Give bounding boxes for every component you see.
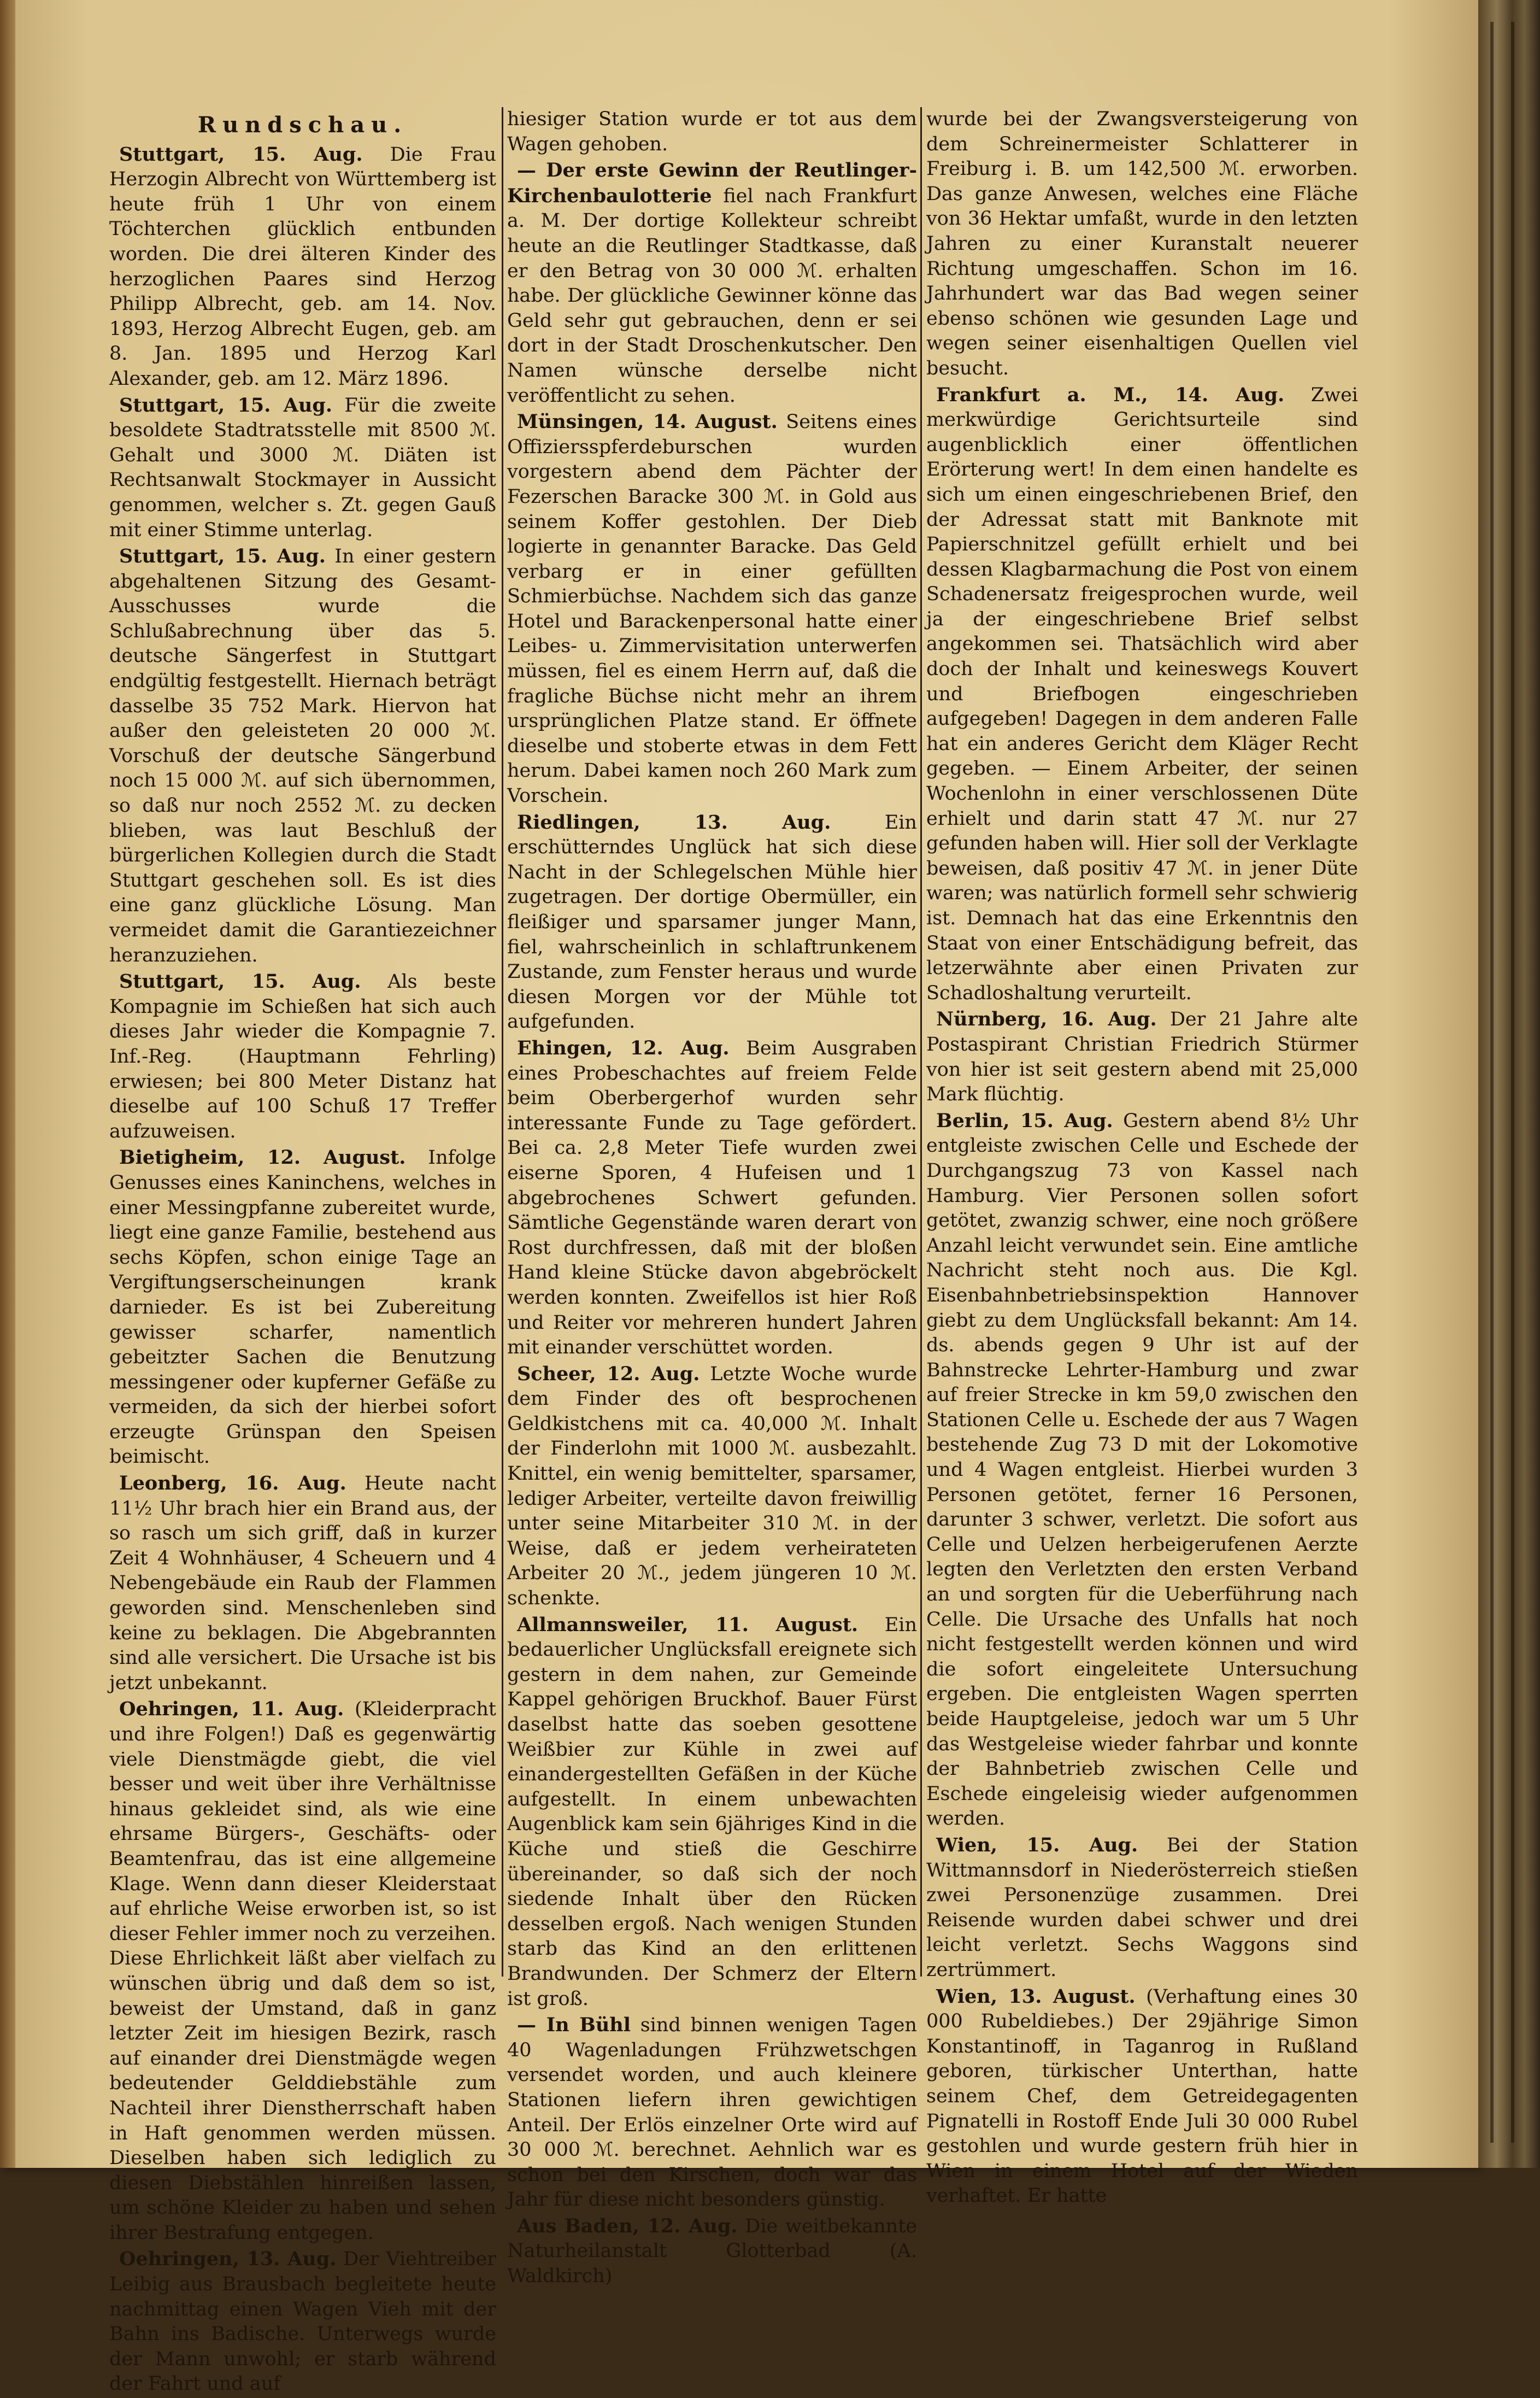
article-dateline: Riedlingen, 13. Aug. <box>517 811 831 834</box>
article-dateline: Münsingen, 14. August. <box>517 411 778 433</box>
article <box>109 2247 496 2397</box>
article-dateline: Leonberg, 16. Aug. <box>119 1472 346 1495</box>
article-dateline: Oehringen, 11. Aug. <box>119 1698 344 1721</box>
article-dateline: — In Bühl <box>517 2014 631 2037</box>
article-text: sind binnen wenigen Tagen 40 Wagenladungen Frühzwetschgen versendet worden, und auch kleinere Stationen liefern ihren gewichtigen Anteil. Der Erlös einzelner Orte wird auf 30 000 ℳ. berechnet. Aehnlich war es schon bei den Kirschen, doch war das Jahr für diese nicht besonders günstig. <box>507 2014 917 2211</box>
article-text: Heute nacht 11½ Uhr brach hier ein Brand aus, der so rasch um sich griff, daß in kurzer Zeit 4 Wohnhäuser, 4 Scheuern und 4 Nebengebäude ein Raub der Flammen geworden sind. Menschenleben sind keine zu beklagen. Die Abgebrannten sind alle versichert. Die Ursache ist bis jetzt unbekannt. <box>109 1473 496 1694</box>
article-dateline: Stuttgart, 15. Aug. <box>119 970 361 993</box>
article <box>507 810 917 1035</box>
article-dateline: Allmannsweiler, 11. August. <box>517 1613 859 1636</box>
article-dateline: Aus Baden, 12. Aug. <box>517 2214 738 2237</box>
article-dateline: Wien, 13. August. <box>936 1985 1136 2008</box>
article-text: Die Frau Herzogin Albrecht von Württemberg ist heute früh 1 Uhr von einem Töchterchen glücklich entbunden worden. Die drei älteren Kinder des herzoglichen Paares sind Herzog Philipp Albrecht, geb. am 14. Nov. 1893, Herzog Albrecht Eugen, geb. am 8. Jan. 1895 und Herzog Karl Alexander, geb. am 12. März 1896. <box>109 143 496 390</box>
article-dateline: Stuttgart, 15. Aug. <box>119 394 333 417</box>
article <box>926 107 1358 382</box>
article-text: Für die zweite besoldete Stadtratsstelle mit 8500 ℳ. Gehalt und 3000 ℳ. Diäten ist Rechtsanwalt Stockmayer in Aussicht genommen, welcher s. Zt. gegen Gauß mit einer Stimme unterlag. <box>109 394 496 541</box>
article <box>926 1007 1358 1107</box>
article <box>507 1613 917 2012</box>
article-dateline: — Der erste Gewinn der Reutlinger-Kirchenbaulotterie <box>507 159 917 207</box>
article <box>109 544 496 968</box>
article-text: Ein erschütterndes Unglück hat sich diese Nacht in der Schlegelschen Mühle hier zugetragen. Der dortige Obermüller, ein fleißiger und sparsamer junger Mann, fiel, wahrscheinlich in schlaftrunkenem Zustande, zum Fenster heraus und wurde diesen Morgen vor der Mühle tot aufgefunden. <box>507 811 917 1033</box>
article-text: Als beste Kompagnie im Schießen hat sich auch dieses Jahr wieder die Kompagnie 7. Inf.-Reg. (Hauptmann Fehrling) erwiesen; bei 800 Meter Distanz hat dieselbe auf 100 Schuß 17 Treffer aufzuweisen. <box>109 971 496 1142</box>
article-text: Letzte Woche wurde dem Finder des oft besprochenen Geldkistchens mit ca. 40,000 ℳ. Inhalt der Finderlohn mit 1000 ℳ. ausbezahlt. Knittel, ein wenig bemittelter, sparsamer, lediger Arbeiter, verteilte davon freiwillig unter seine Mitarbeiter 310 ℳ. in der Weise, daß er jedem verheirateten Arbeiter 20 ℳ., jedem jüngeren 10 ℳ. schenkte. <box>507 1363 917 1610</box>
article-dateline: Berlin, 15. Aug. <box>936 1109 1113 1132</box>
article-text: Infolge Genusses eines Kaninchens, welches in einer Messingpfanne zubereitet wurde, liegt eine ganze Familie, bestehend aus sechs Köpfen, schon einige Tage an Vergiftungserscheinungen krank darnieder. Es ist bei Zubereitung gewisser scharfer, namentlich gebeitzter Sachen die Benutzung messingener oder kupferner Gefäße zu vermeiden, da sich der hierbei sofort erzeugte Grünspan den Speisen beimischt. <box>109 1147 496 1468</box>
article <box>507 2214 917 2289</box>
article <box>109 393 496 543</box>
book-edge-line <box>1511 22 1514 2143</box>
article <box>507 2013 917 2213</box>
article-dateline: Stuttgart, 15. Aug. <box>119 143 363 166</box>
column-1 <box>109 109 496 2398</box>
column-2 <box>507 107 917 2290</box>
article-text: Seitens eines Offiziersspferdeburschen wurden vorgestern abend dem Pächter der Fezerschen Baracke 300 ℳ. in Gold aus seinem Koffer gestohlen. Der Dieb logierte in genannter Baracke. Das Geld verbarg er in einer gefüllten Schmierbüchse. Nachdem sich das ganze Hotel und Barackenpersonal hatte einer Leibes- u. Zimmervisitation unterwerfen müssen, fiel es einem Herrn auf, daß die fragliche Büchse nicht mehr an ihrem ursprünglichen Platze stand. Er öffnete dieselbe und stoberte etwas in dem Fett herum. Dabei kamen noch 260 Mark zum Vorschein. <box>507 411 917 807</box>
article-text: Gestern abend 8½ Uhr entgleiste zwischen Celle und Eschede der Durchgangszug 73 von Kassel nach Hamburg. Vier Personen sollen sofort getötet, zwanzig schwer, eine noch größere Anzahl leicht verwundet sein. Eine amtliche Nachricht steht noch aus. Die Kgl. Eisenbahnbetriebsinspektion Hannover giebt zu dem Unglücksfall bekannt: Am 14. ds. abends gegen 9 Uhr ist auf der Bahnstrecke Lehrter-Hamburg und zwar auf freier Strecke in km 59,0 zwischen den Stationen Celle u. Eschede der aus 7 Wagen bestehende Zug 73 D mit der Lokomotive und 4 Wagen entgleist. Hierbei wurden 3 Personen getötet, ferner 16 Personen, darunter 3 schwer, verletzt. Die sofort aus Celle und Uelzen herbeigerufenen Aerzte legten den Verletzten den ersten Verband an und sorgten für die Ueberführung nach Celle. Die Ursache des Unfalls hat noch nicht festgestellt werden können und wird die sofort eingeleitete Untersuchung ergeben. Die entgleisten Wagen sperrten beide Hauptgeleise, jedoch war um 5 Uhr das Westgeleise wieder fahrbar und konnte der Bahnbetrieb zwischen Celle und Eschede eingeleisig wieder aufgenommen werden. <box>926 1110 1358 1830</box>
article-text: wurde bei der Zwangsversteigerung von dem Schreinermeister Schlatterer in Freiburg i. B. um 142,500 ℳ. erworben. Das ganze Anwesen, welches eine Fläche von 36 Hektar umfaßt, wurde in den letzten Jahren zu einer Kuranstalt neuerer Richtung umgeschaffen. Schon im 16. Jahrhundert war das Bad wegen seiner ebenso schönen wie gesunden Lage und wegen seiner eisenhaltigen Quellen viel besucht. <box>926 108 1358 379</box>
article-text: Ein bedauerlicher Unglücksfall ereignete sich gestern in dem nahen, zur Gemeinde Kappel gehörigen Bruckhof. Bauer Fürst daselbst hatte das soeben gesottene Weißbier zur Kühle in zwei auf einandergestellten Gefäßen in der Küche aufgestellt. In einem unbewachten Augenblick kam sein 6jähriges Kind in die Küche und stieß die Geschirre übereinander, so daß sich der noch siedende Inhalt über den Rücken desselben ergoß. Nach wenigen Stunden starb das Kind an den erlittenen Brandwunden. Der Schmerz der Eltern ist groß. <box>507 1614 917 2010</box>
article-text: hiesiger Station wurde er tot aus dem Wagen gehoben. <box>507 108 917 155</box>
article <box>926 383 1358 1006</box>
article <box>109 969 496 1144</box>
section-title: Rundschau. <box>197 112 408 138</box>
article-dateline: Bietigheim, 12. August. <box>119 1146 406 1169</box>
article-text: In einer gestern abgehaltenen Sitzung des Gesamt-Ausschusses wurde die Schlußabrechnung über das 5. deutsche Sängerfest in Stuttgart endgültig festgestellt. Hiernach beträgt dasselbe 35 752 Mark. Hiervon hat außer den geleisteten 20 000 ℳ. Vorschuß der deutsche Sängerbund noch 15 000 ℳ. auf sich übernommen, so daß nur noch 2552 ℳ. zu decken blieben, was laut Beschluß der bürgerlichen Kollegien durch die Stadt Stuttgart geschehen soll. Es ist dies eine ganz glückliche Lösung. Man vermeidet damit die Garantiezeichner heranzuziehen. <box>109 546 496 966</box>
article-text: Beim Ausgraben eines Probeschachtes auf freiem Felde beim Oberbergerhof wurden sehr interessante Funde zu Tage gefördert. Bei ca. 2,8 Meter Tiefe wurden zwei eiserne Sporen, 4 Hufeisen und 1 abgebrochenes Schwert gefunden. Sämtliche Gegenstände waren derart von Rost durchfressen, daß mit der bloßen Hand kleine Stücke davon abgebröckelt werden konnten. Zweifellos ist hier Roß und Reiter vor mehreren hundert Jahren mit einander verschüttet worden. <box>507 1037 917 1359</box>
article <box>109 1471 496 1696</box>
article <box>926 1984 1358 2209</box>
article <box>109 1145 496 1470</box>
column-2-articles <box>507 107 917 2289</box>
article <box>109 142 496 392</box>
article-text: (Verhaftung eines 30 000 Rubeldiebes.) Der 29jährige Simon Konstantinoff, in Taganrog in Rußland geboren, türkischer Unterthan, hatte seinem Chef, dem Getreidegagenten Pignatelli in Rostoff Ende Juli 30 000 Rubel gestohlen und wurde gestern früh hier in Wien in einem Hotel auf der Wieden verhaftet. Er hatte <box>926 1985 1358 2207</box>
article-text: (Kleiderpracht und ihre Folgen!) Daß es gegenwärtig viele Dienstmägde giebt, die viel besser und weit über ihre Verhältnisse hinaus gekleidet sind, als wie eine ehrsame Bürgers-, Geschäfts- oder Beamtenfrau, das ist eine allgemeine Klage. Wenn dann dieser Kleiderstaat auf ehrliche Weise erworben ist, so ist dieser Fehler immer noch zu verzeihen. Diese Ehrlichkeit läßt aber vielfach zu wünschen übrig und daß dem so ist, beweist der Umstand, daß in ganz letzter Zeit im hiesigen Bezirk, rasch auf einander drei Dienstmägde wegen bedeutender Gelddiebstähle zum Nachteil ihrer Dienstherrschaft haben in Haft genommen werden müssen. Dieselben haben sich lediglich zu diesen Diebstählen hinreißen lassen, um schöne Kleider zu haben und sehen ihrer Bestrafung entgegen. <box>109 1698 496 2244</box>
column-3 <box>926 107 1358 2210</box>
article <box>507 107 917 157</box>
article-text: Die weitbekannte Naturheilanstalt Glotterbad (A. Waldkirch) <box>507 2215 917 2288</box>
article <box>507 158 917 408</box>
book-edge <box>1478 0 1540 2168</box>
binding-shadow <box>0 0 15 2168</box>
article-dateline: Nürnberg, 16. Aug. <box>936 1008 1157 1031</box>
article <box>507 1036 917 1361</box>
article <box>926 1109 1358 1832</box>
column-3-articles <box>926 107 1358 2209</box>
article <box>507 1362 917 1611</box>
article-text: Der 21 Jahre alte Postaspirant Christian Friedrich Stürmer von hier ist seit gestern abend mit 25,000 Mark flüchtig. <box>926 1009 1358 1106</box>
column-rule <box>502 107 503 1977</box>
article-dateline: Oehringen, 13. Aug. <box>119 2248 337 2271</box>
article-dateline: Scheer, 12. Aug. <box>517 1362 700 1385</box>
book-edge-line <box>1490 22 1494 2143</box>
article-text: Bei der Station Wittmannsdorf in Niederösterreich stießen zwei Personenzüge zusammen. Drei Reisende wurden dabei schwer und drei leicht verletzt. Sechs Waggons sind zertrümmert. <box>926 1834 1358 1981</box>
column-rule <box>920 107 922 1977</box>
article <box>926 1833 1358 1983</box>
column-1-articles <box>109 142 496 2397</box>
article <box>109 1697 496 2245</box>
article-dateline: Wien, 15. Aug. <box>936 1833 1138 1856</box>
article-text: Zwei merkwürdige Gerichtsurteile sind augenblicklich einer öffentlichen Erörterung wert! In dem einen handelte es sich um einen eingeschriebenen Brief, den der Adressat statt mit Banknote mit Papierschnitzel gefüllt erhielt und bei dessen Klagbarmachung die Post von einem Schadenersatz freigesprochen wurde, weil ja der eingeschriebene Brief selbst angekommen sei. Thatsächlich wird aber doch der Inhalt und keineswegs Kouvert und Briefbogen eingeschrieben aufgegeben! Dagegen in dem anderen Falle hat ein anderes Gericht dem Kläger Recht gegeben. — Einem Arbeiter, der seinen Wochenlohn in einer verschlossenen Düte erhielt und darin statt 47 ℳ. nur 27 gefunden haben will. Hier soll der Verklagte beweisen, daß positiv 47 ℳ. in jener Düte waren; was natürlich formell sehr schwierig ist. Demnach hat das eine Erkenntnis den Staat von einer Entschädigung befreit, das letzerwähnte aber einen Privaten zur Schadloshaltung verurteilt. <box>926 384 1358 1004</box>
article-text: fiel nach Frankfurt a. M. Der dortige Kollekteur schreibt heute an die Reutlinger Stadtkasse, daß er den Betrag von 30 000 ℳ. erhalten habe. Der glückliche Gewinner könne das Geld sehr gut gebrauchen, denn er sei dort in der Stadt Droschenkutscher. Den Namen wünsche derselbe nicht veröffentlicht zu sehen. <box>507 185 917 407</box>
article-dateline: Frankfurt a. M., 14. Aug. <box>936 383 1285 406</box>
article <box>507 409 917 809</box>
article-dateline: Stuttgart, 15. Aug. <box>119 545 326 568</box>
article-dateline: Ehingen, 12. Aug. <box>517 1036 730 1059</box>
article-text: Der Viehtreiber Leibig aus Brausbach begleitete heute nachmittag einen Wagen Vieh mit der Bahn ins Badische. Unterwegs wurde der Mann unwohl; er starb während der Fahrt und auf <box>109 2248 496 2395</box>
